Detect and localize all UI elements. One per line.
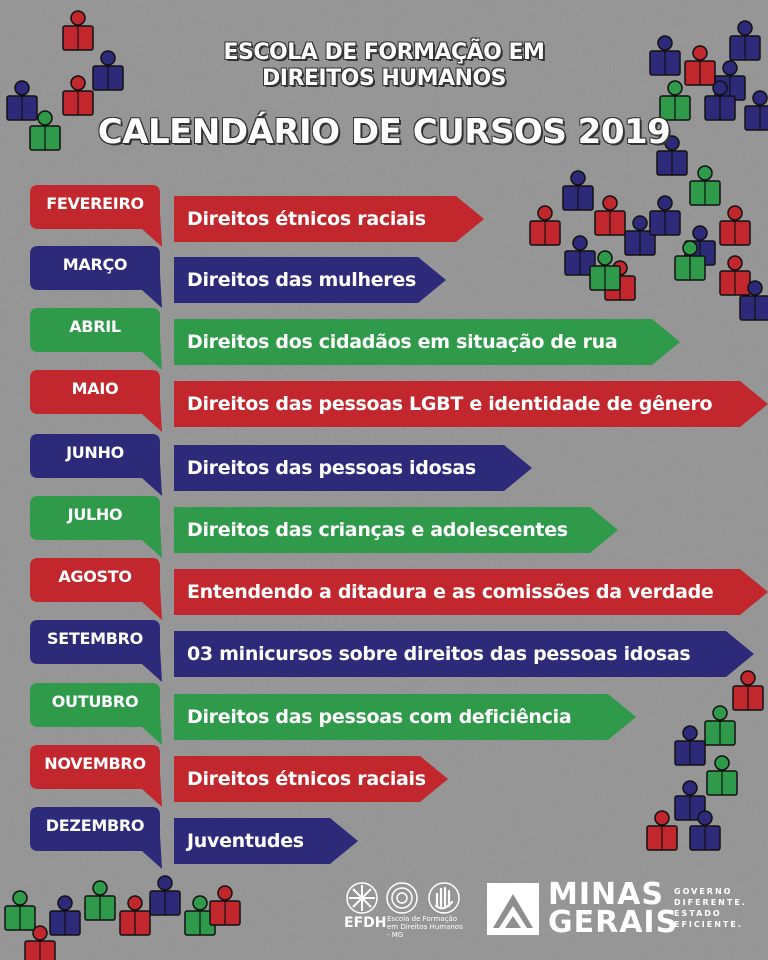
course-banner	[174, 507, 618, 553]
slogan-line-2: DIFERENTE.	[674, 898, 747, 907]
course-banner	[174, 756, 448, 802]
month-tag	[30, 807, 160, 867]
efdh-hand-icon	[429, 883, 459, 913]
government-slogan	[674, 886, 747, 930]
efdh-full-name: Escola de Formação em Direitos Humanos - MG	[387, 915, 463, 939]
course-banner	[174, 569, 768, 615]
efdh-acronym: EFDH	[344, 915, 387, 931]
course-banner	[174, 381, 768, 427]
month-label: MARÇO	[62, 255, 128, 274]
slogan-line-3: ESTADO	[674, 909, 722, 918]
month-label: DEZEMBRO	[45, 816, 145, 835]
month-label: NOVEMBRO	[44, 754, 146, 773]
schedule-row	[0, 496, 768, 556]
schedule-row	[0, 745, 768, 805]
schedule-row	[0, 558, 768, 618]
schedule-row	[0, 620, 768, 680]
minas-text: MINAS	[548, 877, 664, 912]
course-title: Direitos das pessoas idosas	[187, 457, 476, 479]
course-title: Direitos dos cidadãos em situação de rua	[187, 331, 618, 353]
school-name-line1: ESCOLA DE FORMAÇÃO EM	[223, 40, 545, 65]
month-tag	[30, 185, 160, 245]
course-banner	[174, 319, 680, 365]
course-title: Direitos das pessoas com deficiência	[187, 706, 572, 728]
schedule-row	[0, 683, 768, 743]
month-tag	[30, 558, 160, 618]
month-label: AGOSTO	[58, 567, 132, 586]
schedule-row	[0, 807, 768, 867]
course-title: 03 minicursos sobre direitos das pessoas idosas	[187, 643, 691, 665]
month-label: JUNHO	[66, 443, 124, 462]
course-title: Direitos étnicos raciais	[187, 768, 426, 790]
course-title: Direitos das pessoas LGBT e identidade de gênero	[187, 393, 713, 415]
month-label: JULHO	[67, 505, 123, 524]
schedule-row	[0, 308, 768, 368]
slogan-line-1: GOVERNO	[674, 887, 733, 896]
month-label: OUTUBRO	[51, 692, 139, 711]
page-title: CALENDÁRIO DE CURSOS 2019	[97, 112, 671, 152]
month-label: ABRIL	[69, 317, 121, 336]
course-banner	[174, 694, 636, 740]
month-tag	[30, 246, 160, 306]
month-label: FEVEREIRO	[46, 194, 144, 213]
month-tag	[30, 308, 160, 368]
gerais-text: GERAIS	[548, 905, 679, 940]
minas-gerais-mountain-icon	[487, 883, 539, 935]
school-name-line2: DIREITOS HUMANOS	[262, 66, 506, 91]
course-title: Entendendo a ditadura e as comissões da verdade	[187, 581, 714, 603]
month-tag	[30, 370, 160, 430]
month-tag	[30, 745, 160, 805]
month-tag	[30, 620, 160, 680]
course-banner	[174, 631, 754, 677]
schedule-row	[0, 185, 768, 245]
month-tag	[30, 496, 160, 556]
schedule-row	[0, 434, 768, 494]
course-title: Direitos das crianças e adolescentes	[187, 519, 568, 541]
course-banner	[174, 818, 358, 864]
course-title: Direitos das mulheres	[187, 269, 416, 291]
schedule-row	[0, 246, 768, 306]
course-banner	[174, 257, 446, 303]
course-banner	[174, 445, 532, 491]
slogan-line-4: EFICIENTE.	[674, 920, 743, 929]
month-tag	[30, 434, 160, 494]
month-tag	[30, 683, 160, 743]
course-banner	[174, 196, 484, 242]
schedule-row	[0, 370, 768, 430]
efdh-spiral-icon	[387, 883, 417, 913]
efdh-star-icon	[347, 883, 377, 913]
month-label: MAIO	[71, 379, 119, 398]
month-label: SETEMBRO	[47, 629, 143, 648]
course-title: Juventudes	[187, 830, 304, 852]
course-title: Direitos étnicos raciais	[187, 208, 426, 230]
